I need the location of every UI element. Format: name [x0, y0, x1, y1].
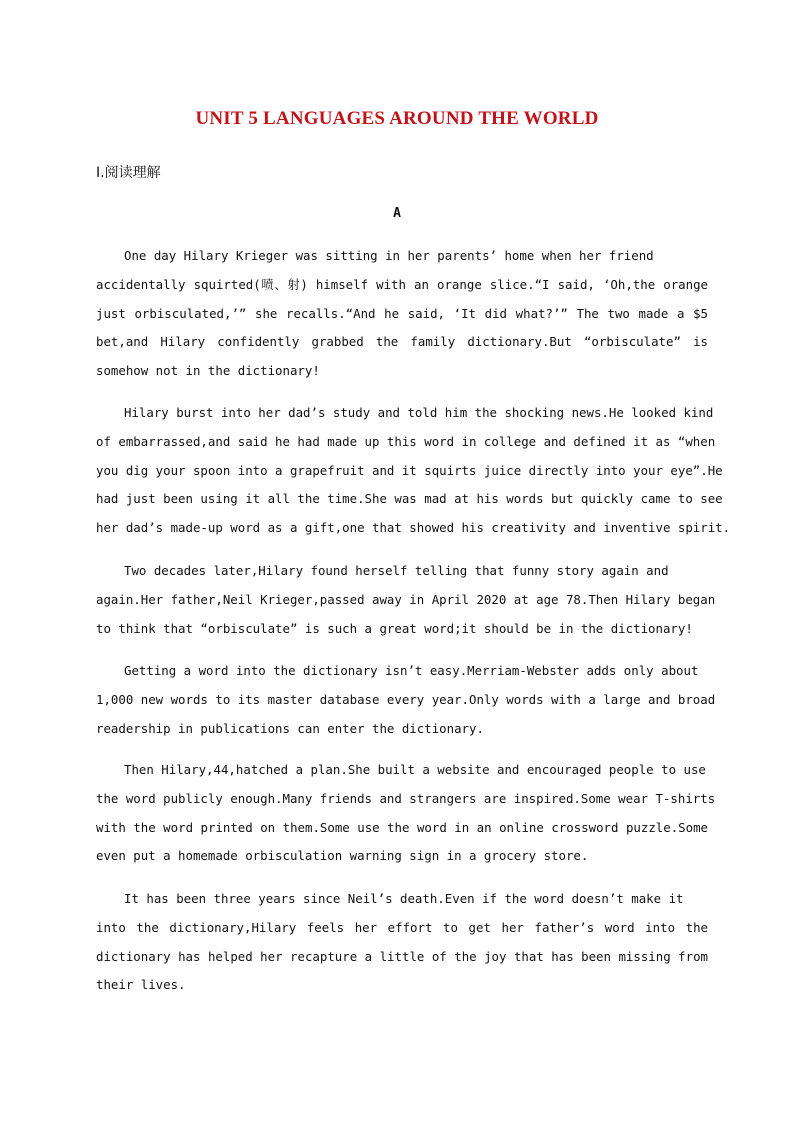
text-line: with the word printed on them.Some use the word in an online crossword puzzle.Some	[96, 819, 708, 835]
paragraph-6	[96, 885, 708, 1000]
text-line: of embarrassed,and said he had made up this word in college and defined it as “when	[96, 433, 716, 449]
text-line: 1,000 new words to its master database every year.Only words with a large and broad	[96, 691, 716, 707]
paragraph-5	[96, 756, 716, 871]
text-line: their lives.	[96, 977, 186, 993]
text-line: you dig your spoon into a grapefruit and it squirts juice directly into your eye”.He	[96, 462, 723, 478]
text-line: readership in publications can enter the dictionary.	[96, 720, 484, 736]
text-line: again.Her father,Neil Krieger,passed away in April 2020 at age 78.Then Hilary began	[96, 591, 716, 607]
paragraph-2	[96, 399, 731, 543]
text-line: to think that “orbisculate” is such a great word;it should be in the dictionary!	[96, 620, 693, 636]
text-line: even put a homemade orbisculation warning sign in a grocery store.	[96, 848, 589, 864]
text-line: Getting a word into the dictionary isn’t easy.Merriam-Webster adds only about	[124, 663, 699, 678]
paragraph-1	[96, 242, 708, 386]
paragraph-4	[96, 657, 716, 743]
paragraph-3	[96, 557, 716, 643]
text-line: It has been three years since Neil’s death.Even if the word doesn’t make it	[124, 891, 684, 906]
unit-title: UNIT 5 LANGUAGES AROUND THE WORLD	[195, 108, 599, 129]
text-line: accidentally squirted(喷、射) himself with an orange slice.“I said, ‘Oh,the orange	[96, 276, 708, 292]
text-line: dictionary has helped her recapture a little of the joy that has been missing from	[96, 948, 708, 964]
text-line: just orbisculated,’” she recalls.“And he said, ‘It did what?’” The two made a $5	[96, 305, 708, 321]
text-line: her dad’s made-up word as a gift,one that showed his creativity and inventive spirit.	[96, 520, 731, 536]
text-line: somehow not in the dictionary!	[96, 363, 320, 379]
text-line: the word publicly enough.Many friends and strangers are inspired.Some wear T-shirts	[96, 790, 716, 806]
text-line: bet,and Hilary confidently grabbed the family dictionary.But “orbisculate” is	[96, 334, 708, 350]
text-line: Hilary burst into her dad’s study and told him the shocking news.He looked kind	[124, 405, 714, 420]
passage-label: A	[393, 206, 401, 221]
section-heading: Ⅰ.阅读理解	[96, 165, 161, 181]
text-line: into the dictionary,Hilary feels her effort to get her father’s word into the	[96, 919, 708, 935]
text-line: Then Hilary,44,hatched a plan.She built a website and encouraged people to use	[124, 762, 706, 777]
text-line: One day Hilary Krieger was sitting in her parents’ home when her friend	[124, 248, 654, 263]
text-line: Two decades later,Hilary found herself telling that funny story again and	[124, 563, 669, 578]
text-line: had just been using it all the time.She was mad at his words but quickly came to see	[96, 491, 723, 507]
